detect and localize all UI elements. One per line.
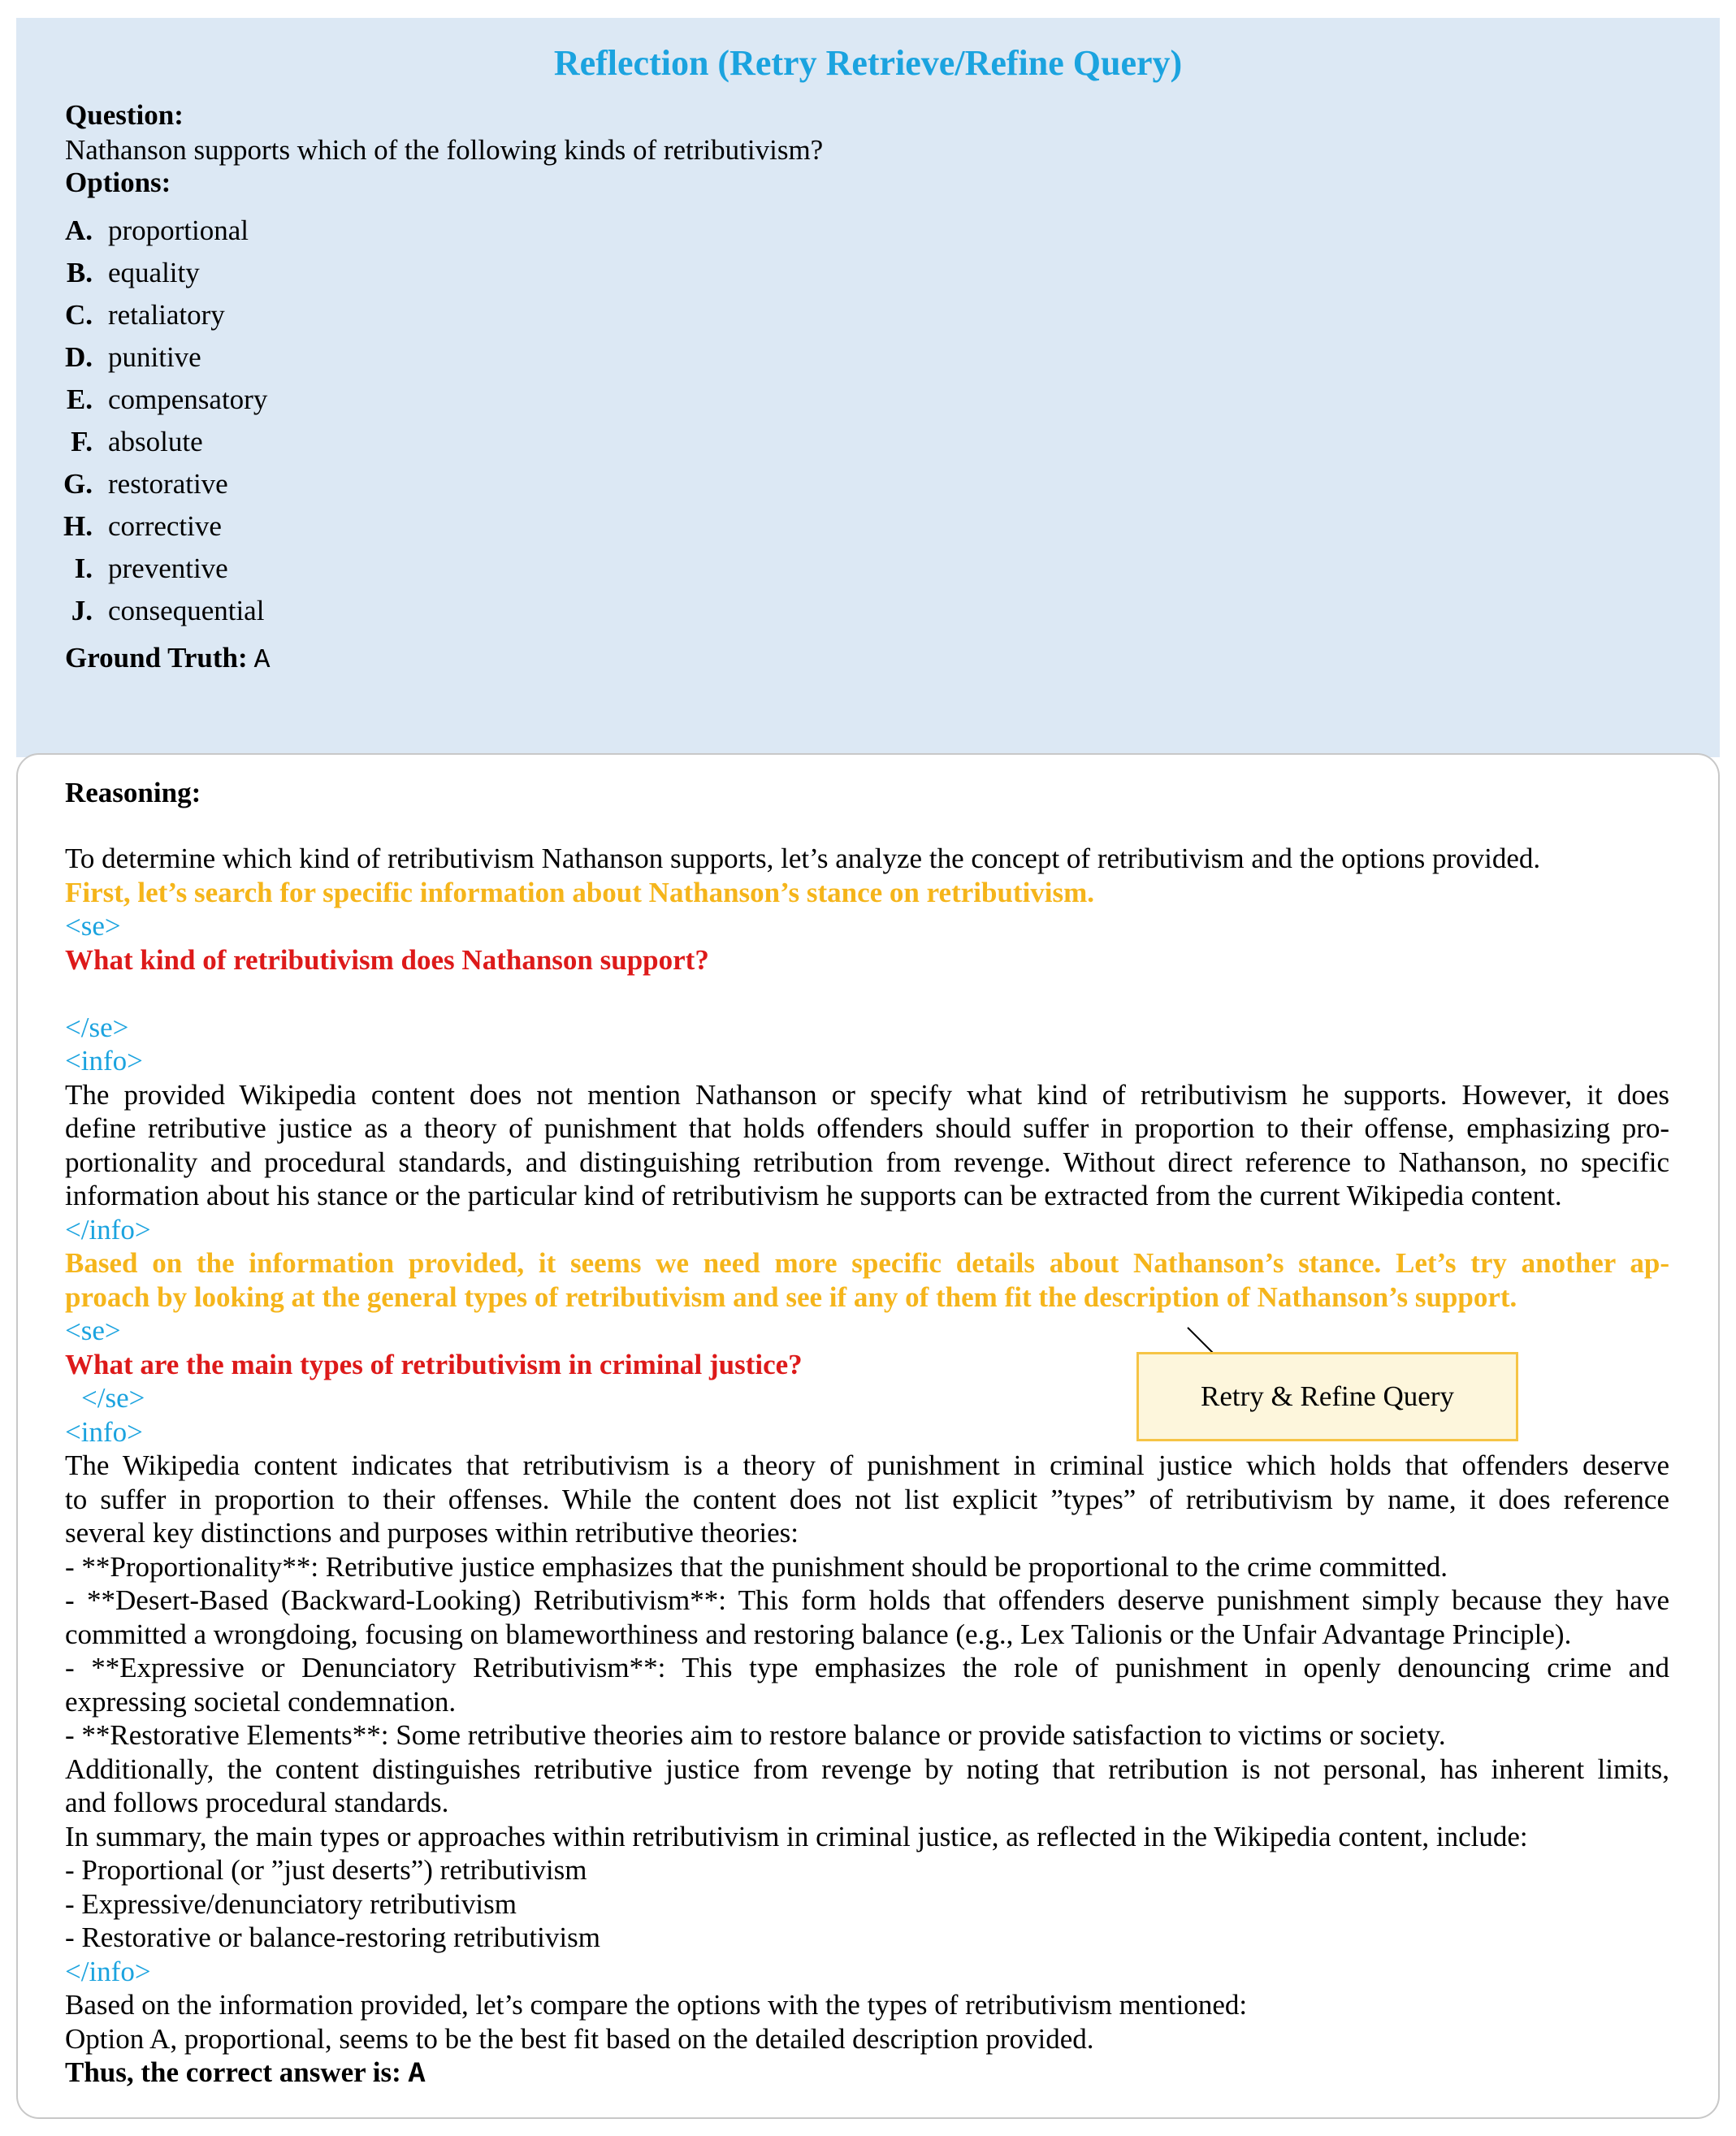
option-e bbox=[0, 382, 487, 418]
options-label: Options: bbox=[65, 167, 171, 198]
info-line: - Proportional (or ”just deserts”) retributivism bbox=[65, 1854, 587, 1886]
info-line: The provided Wikipedia content does not mention Nathanson or specify what kind of retributivism he supports. However, it does bbox=[65, 1078, 1669, 1111]
final-answer-value: A bbox=[408, 2058, 426, 2091]
option-text: compensatory bbox=[108, 383, 268, 415]
info-line: - **Desert-Based (Backward-Looking) Retributivism**: This form holds that offenders deserve punishment simply because they have bbox=[65, 1584, 1669, 1616]
option-d bbox=[0, 340, 487, 375]
info-line: committed a wrongdoing, focusing on blameworthiness and restoring balance (e.g., Lex Talionis or the Unfair Advantage Principle). bbox=[65, 1618, 1572, 1650]
option-text: preventive bbox=[108, 552, 228, 584]
option-letter: J. bbox=[71, 595, 93, 626]
option-text: consequential bbox=[108, 595, 265, 626]
option-letter: E. bbox=[66, 383, 93, 415]
option-text: equality bbox=[108, 257, 200, 288]
final-answer-label: Thus, the correct answer is: bbox=[65, 2056, 401, 2088]
info-line: portionality and procedural standards, and distinguishing retribution from revenge. Without direct reference to Nathanson, no specific bbox=[65, 1146, 1669, 1178]
info-line: expressing societal condemnation. bbox=[65, 1685, 457, 1718]
option-h bbox=[0, 509, 487, 544]
info-line: Additionally, the content distinguishes retributive justice from revenge by noting that retribution is not personal, has inherent limits, bbox=[65, 1753, 1669, 1785]
reasoning-body bbox=[65, 842, 1669, 2092]
conclusion-line: Option A, proportional, seems to be the best fit based on the detailed description provided. bbox=[65, 2022, 1094, 2055]
option-text: proportional bbox=[108, 214, 249, 246]
page-title: Reflection (Retry Retrieve/Refine Query) bbox=[553, 43, 1183, 83]
info-line: In summary, the main types or approaches within retributivism in criminal justice, as reflected in the Wikipedia content, include: bbox=[65, 1820, 1528, 1852]
option-letter: A. bbox=[64, 214, 93, 246]
option-letter: C. bbox=[64, 299, 93, 331]
refine-plan-line: proach by looking at the general types of retributivism and see if any of them fit the description of Nathanson’s support. bbox=[65, 1280, 1517, 1313]
search-open-tag: <se> bbox=[65, 1315, 121, 1346]
refine-plan-line: Based on the information provided, it seems we need more specific details about Nathanson’s stance. Let’s try another ap- bbox=[65, 1247, 1669, 1279]
option-letter: I. bbox=[74, 552, 93, 584]
option-letter: B. bbox=[66, 257, 93, 288]
ground-truth-value: A bbox=[253, 645, 271, 675]
option-letter: G. bbox=[63, 468, 93, 500]
retry-refine-callout: Retry & Refine Query bbox=[1136, 1352, 1518, 1441]
option-letter: F. bbox=[71, 426, 93, 457]
question-label: Question: bbox=[65, 99, 184, 131]
search-plan: First, let’s search for specific information about Nathanson’s stance on retributivism. bbox=[65, 876, 1095, 908]
info-line: information about his stance or the particular kind of retributivism he supports can be extracted from the current Wikipedia content. bbox=[65, 1180, 1562, 1211]
search-close-tag: </se> bbox=[65, 1011, 129, 1043]
option-letter: D. bbox=[64, 341, 93, 373]
option-text: punitive bbox=[108, 341, 201, 373]
info-open-tag: <info> bbox=[65, 1415, 143, 1448]
info-line: - Restorative or balance-restoring retributivism bbox=[65, 1922, 600, 1953]
info-line: several key distinctions and purposes within retributive theories: bbox=[65, 1517, 799, 1549]
option-text: absolute bbox=[108, 426, 203, 457]
option-letter: H. bbox=[63, 510, 93, 542]
info-line: to suffer in proportion to their offenses. While the content does not list explicit ”types” of retributivism by name, it does reference bbox=[65, 1483, 1669, 1515]
option-text: corrective bbox=[108, 510, 222, 542]
search-open-tag: <se> bbox=[65, 910, 121, 942]
reasoning-label: Reasoning: bbox=[65, 777, 201, 808]
search-query: What kind of retributivism does Nathanson support? bbox=[65, 943, 709, 976]
ground-truth bbox=[65, 640, 270, 678]
info-line: - **Proportionality**: Retributive justice emphasizes that the punishment should be proportional to the crime committed. bbox=[65, 1550, 1448, 1583]
option-b bbox=[0, 255, 487, 291]
refined-search-query: What are the main types of retributivism in criminal justice? bbox=[65, 1348, 803, 1380]
info-line: define retributive justice as a theory of punishment that holds offenders should suffer in proportion to their offense, emphasizing pro- bbox=[65, 1112, 1669, 1144]
search-close-tag: </se> bbox=[81, 1382, 145, 1414]
info-open-tag: <info> bbox=[65, 1045, 143, 1077]
final-answer-line bbox=[65, 2056, 1669, 2092]
conclusion-line: Based on the information provided, let’s compare the options with the types of retributivism mentioned: bbox=[65, 1989, 1248, 2021]
ground-truth-label: Ground Truth: bbox=[65, 642, 248, 674]
blank-line bbox=[65, 977, 1669, 1011]
option-g bbox=[0, 466, 487, 502]
info-close-tag: </info> bbox=[65, 1955, 151, 1987]
option-j bbox=[0, 593, 487, 629]
option-i bbox=[0, 551, 487, 587]
option-text: retaliatory bbox=[108, 299, 225, 331]
option-f bbox=[0, 424, 487, 460]
info-line: - **Restorative Elements**: Some retributive theories aim to restore balance or provide satisfaction to victims or society. bbox=[65, 1719, 1446, 1751]
info-line: and follows procedural standards. bbox=[65, 1787, 449, 1818]
info-line: - Expressive/denunciatory retributivism bbox=[65, 1887, 517, 1920]
question-text: Nathanson supports which of the following kinds of retributivism? bbox=[65, 134, 824, 166]
reasoning-intro: To determine which kind of retributivism Nathanson supports, let’s analyze the concept of retributivism and the options provided. bbox=[65, 843, 1541, 874]
option-c bbox=[0, 297, 487, 333]
info-close-tag: </info> bbox=[65, 1213, 151, 1246]
option-a bbox=[0, 213, 487, 249]
info-line: The Wikipedia content indicates that retributivism is a theory of punishment in criminal justice which holds that offenders deserve bbox=[65, 1449, 1669, 1481]
option-text: restorative bbox=[108, 468, 228, 500]
info-line: - **Expressive or Denunciatory Retributivism**: This type emphasizes the role of punishment in openly denouncing crime and bbox=[65, 1652, 1669, 1683]
